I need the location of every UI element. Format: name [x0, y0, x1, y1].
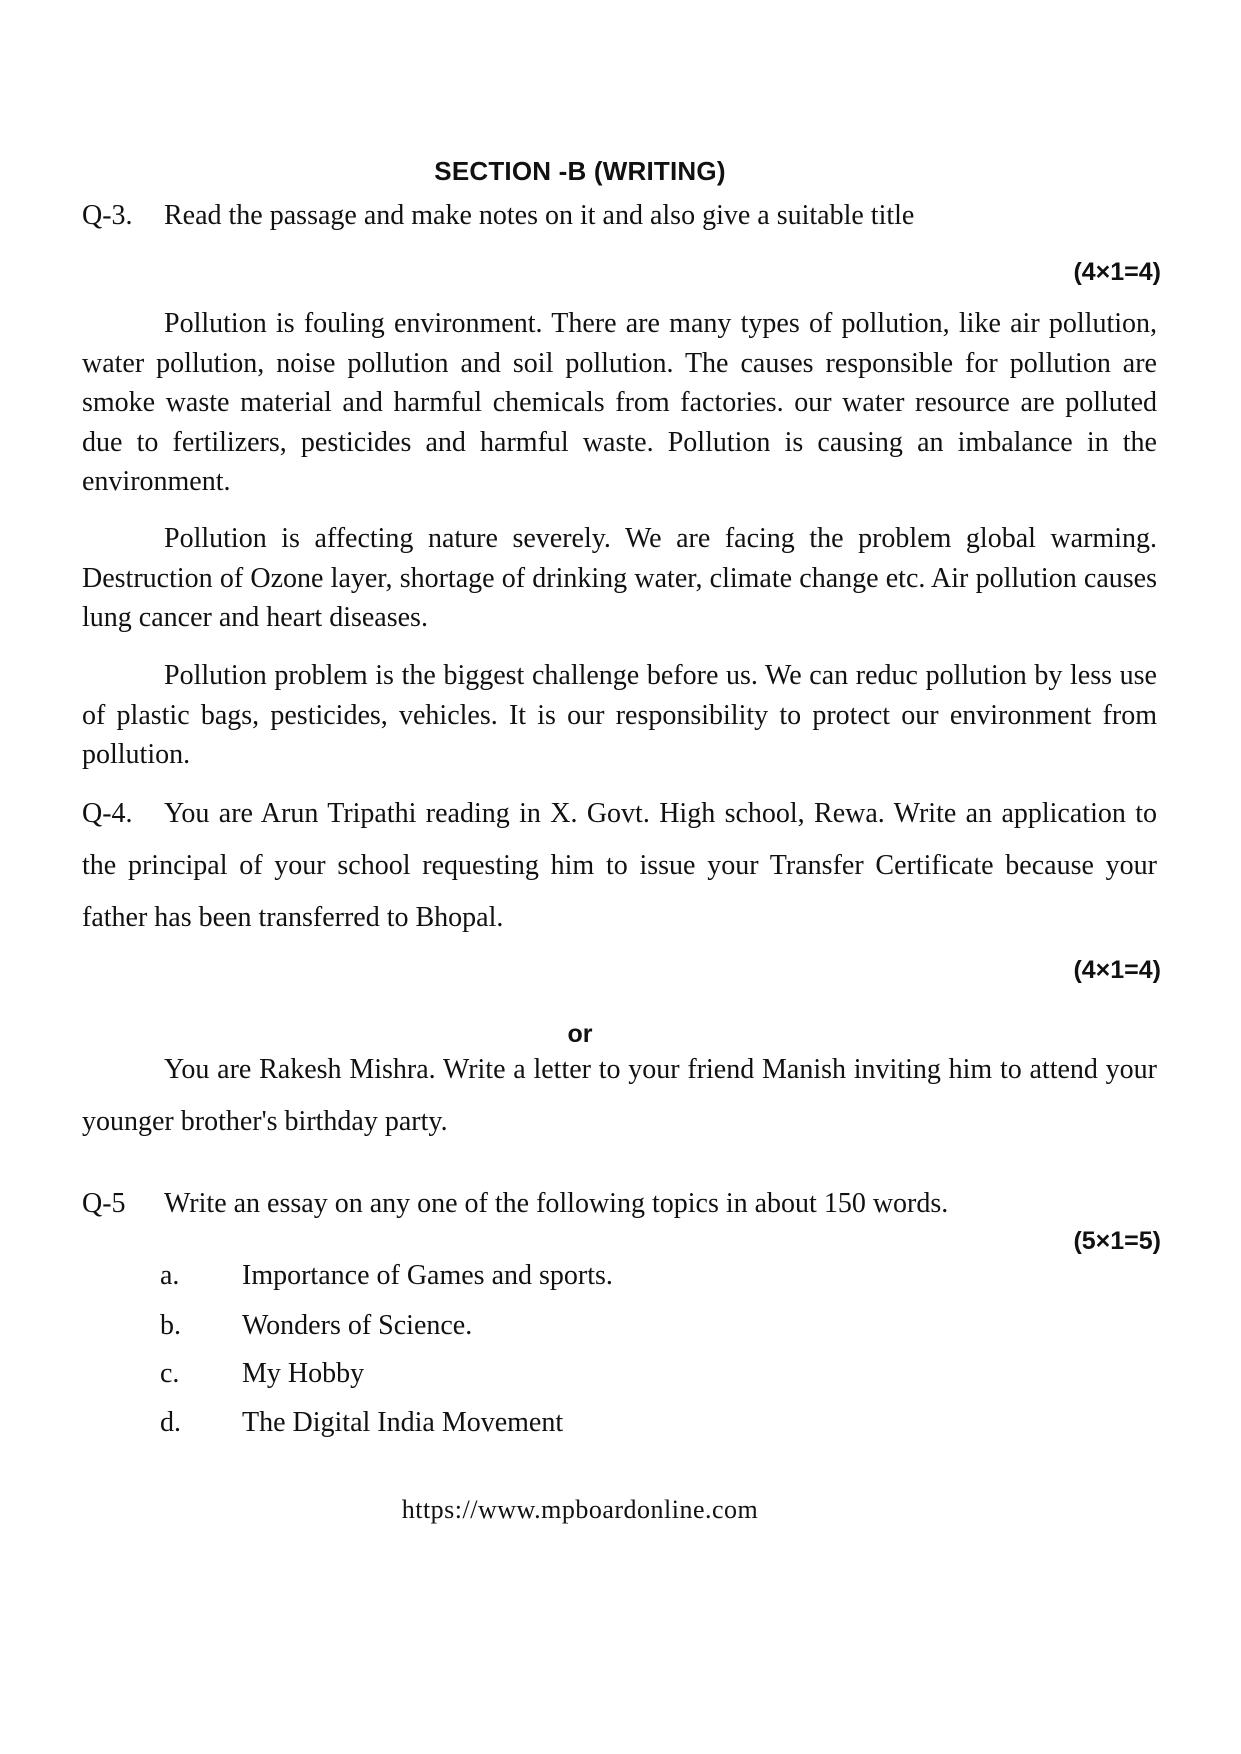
topic-letter: a.: [160, 1260, 180, 1291]
q3-number: Q-3.: [82, 200, 133, 231]
q3-paragraph-3: Pollution problem is the biggest challenge before us. We can reduc pollution by less use of plastic bags, pesticides, vehicles. It is our responsibility to protect our environment from pollution.: [82, 660, 1157, 770]
q5-marks: (5×1=5): [1073, 1227, 1161, 1255]
topic-letter: c.: [160, 1358, 180, 1389]
topic-text: My Hobby: [242, 1358, 365, 1389]
q3-paragraph-2: Pollution is affecting nature severely. We are facing the problem global warming. Destruction of Ozone layer, shortage of drinking water, climate change etc. Air pollution causes lung cancer and heart diseases.: [82, 523, 1157, 633]
q5-prompt: Write an essay on any one of the following topics in about 150 words.: [164, 1188, 949, 1219]
q3-prompt: Read the passage and make notes on it and also give a suitable title: [164, 200, 915, 231]
q5-topic-b: [160, 1310, 472, 1342]
q3-prompt-line: [82, 200, 914, 232]
q4-prompt: You are Arun Tripathi reading in X. Govt. High school, Rewa. Write an application to the principal of your school requesting him to issue your Transfer Certificate because your father has been transferred to Bhopal.: [82, 798, 1157, 933]
q4-prompt-block: [82, 788, 1157, 944]
q4-marks: (4×1=4): [1073, 956, 1161, 984]
topic-text: The Digital India Movement: [242, 1407, 564, 1438]
q5-prompt-line: [82, 1188, 948, 1220]
q5-number: Q-5: [82, 1188, 126, 1219]
topic-letter: b.: [160, 1310, 181, 1341]
topic-letter: d.: [160, 1407, 181, 1438]
q5-topic-c: [160, 1358, 364, 1390]
or-separator: or: [567, 1020, 593, 1048]
topic-text: Importance of Games and sports.: [242, 1260, 613, 1291]
topic-text: Wonders of Science.: [242, 1310, 473, 1341]
q5-topic-d: [160, 1407, 563, 1439]
footer-url: https://www.mpboardonline.com: [401, 1495, 759, 1524]
q3-paragraph-1: Pollution is fouling environment. There are many types of pollution, like air pollution, water pollution, noise pollution and soil pollution. The causes responsible for pollution are smoke waste material and harmful chemicals from factories. our water resource are polluted due to fertilizers, pesticides and harmful waste. Pollution is causing an imbalance in the environment.: [82, 308, 1157, 497]
q5-topic-a: [160, 1260, 613, 1292]
section-title: SECTION -B (WRITING): [434, 156, 726, 186]
q4-alternative: You are Rakesh Mishra. Write a letter to your friend Manish inviting him to attend your younger brother's birthday party.: [82, 1054, 1157, 1137]
q3-marks: (4×1=4): [1073, 258, 1161, 286]
q4-number: Q-4.: [82, 798, 133, 829]
